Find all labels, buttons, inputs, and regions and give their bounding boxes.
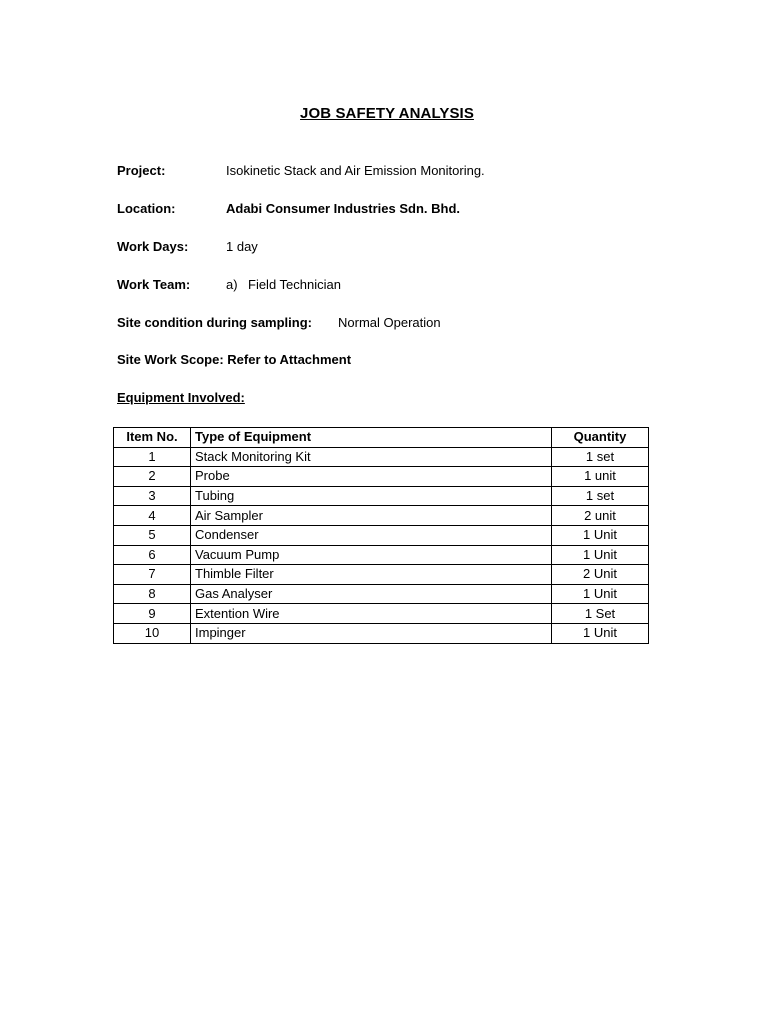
equipment-type-cell: Impinger bbox=[191, 623, 552, 643]
table-row bbox=[114, 545, 649, 565]
project-value: Isokinetic Stack and Air Emission Monitoring. bbox=[226, 163, 485, 178]
equipment-type-cell: Thimble Filter bbox=[191, 565, 552, 585]
equipment-type-cell: Gas Analyser bbox=[191, 584, 552, 604]
quantity-cell: 2 Unit bbox=[552, 565, 649, 585]
item-no-cell: 1 bbox=[114, 447, 191, 467]
work-days-value: 1 day bbox=[226, 239, 258, 254]
document-title: JOB SAFETY ANALYSIS bbox=[300, 105, 474, 122]
work-team-marker: a) bbox=[226, 277, 238, 292]
item-no-cell: 7 bbox=[114, 565, 191, 585]
table-row bbox=[114, 506, 649, 526]
site-work-scope-label: Site Work Scope: Refer to Attachment bbox=[117, 352, 352, 367]
location-field bbox=[117, 201, 461, 216]
equipment-type-cell: Vacuum Pump bbox=[191, 545, 552, 565]
site-condition-label: Site condition during sampling: bbox=[117, 315, 312, 330]
equipment-type-cell: Extention Wire bbox=[191, 604, 552, 624]
item-no-cell: 10 bbox=[114, 623, 191, 643]
item-no-cell: 3 bbox=[114, 486, 191, 506]
site-work-scope-field bbox=[117, 352, 351, 367]
equipment-type-cell: Stack Monitoring Kit bbox=[191, 447, 552, 467]
equipment-type-cell: Air Sampler bbox=[191, 506, 552, 526]
equipment-table-header-row bbox=[114, 428, 649, 448]
project-field bbox=[117, 163, 485, 178]
equipment-type-cell: Tubing bbox=[191, 486, 552, 506]
equipment-type-cell: Condenser bbox=[191, 525, 552, 545]
table-row bbox=[114, 584, 649, 604]
work-team-label: Work Team: bbox=[117, 277, 191, 292]
equipment-table bbox=[113, 427, 649, 644]
item-no-cell: 8 bbox=[114, 584, 191, 604]
work-team-field bbox=[117, 277, 341, 292]
equipment-heading: Equipment Involved: bbox=[117, 390, 245, 405]
table-row bbox=[114, 467, 649, 487]
table-row bbox=[114, 486, 649, 506]
column-header-item-no: Item No. bbox=[114, 428, 191, 448]
item-no-cell: 5 bbox=[114, 525, 191, 545]
column-header-type: Type of Equipment bbox=[191, 428, 552, 448]
location-label: Location: bbox=[117, 201, 176, 216]
item-no-cell: 6 bbox=[114, 545, 191, 565]
quantity-cell: 1 set bbox=[552, 447, 649, 467]
quantity-cell: 1 Unit bbox=[552, 584, 649, 604]
table-row bbox=[114, 604, 649, 624]
item-no-cell: 4 bbox=[114, 506, 191, 526]
quantity-cell: 1 set bbox=[552, 486, 649, 506]
table-row bbox=[114, 565, 649, 585]
work-team-value: Field Technician bbox=[248, 277, 341, 292]
quantity-cell: 1 unit bbox=[552, 467, 649, 487]
column-header-quantity: Quantity bbox=[552, 428, 649, 448]
work-days-label: Work Days: bbox=[117, 239, 189, 254]
item-no-cell: 2 bbox=[114, 467, 191, 487]
quantity-cell: 1 Unit bbox=[552, 623, 649, 643]
work-days-field bbox=[117, 239, 258, 254]
table-row bbox=[114, 525, 649, 545]
project-label: Project: bbox=[117, 163, 166, 178]
location-value: Adabi Consumer Industries Sdn. Bhd. bbox=[226, 201, 461, 216]
item-no-cell: 9 bbox=[114, 604, 191, 624]
site-condition-value: Normal Operation bbox=[338, 315, 441, 330]
quantity-cell: 1 Set bbox=[552, 604, 649, 624]
work-team-value-group bbox=[226, 277, 341, 292]
quantity-cell: 1 Unit bbox=[552, 525, 649, 545]
table-row bbox=[114, 623, 649, 643]
quantity-cell: 1 Unit bbox=[552, 545, 649, 565]
site-condition-field bbox=[117, 315, 441, 330]
equipment-type-cell: Probe bbox=[191, 467, 552, 487]
table-row bbox=[114, 447, 649, 467]
quantity-cell: 2 unit bbox=[552, 506, 649, 526]
